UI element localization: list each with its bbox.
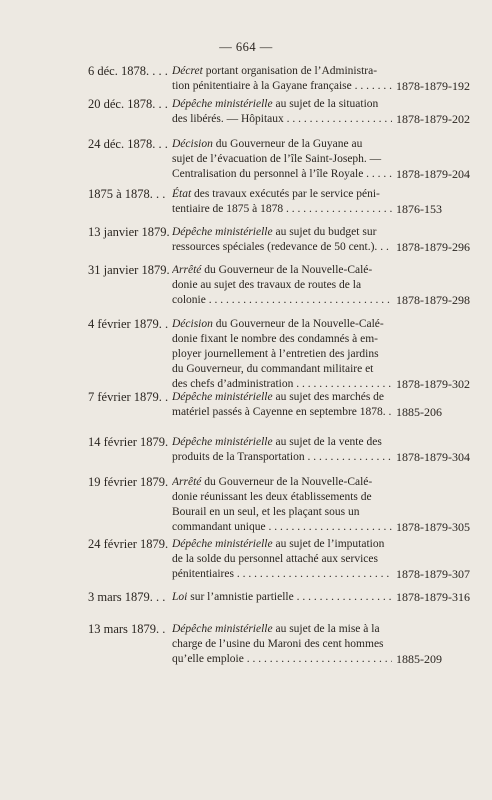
description-line: [172, 362, 392, 377]
description-text: donie au sujet des travaux de routes de la: [172, 279, 362, 291]
description-line: [172, 590, 392, 605]
description-line: [172, 405, 392, 420]
entry-reference: 1878-1879-305: [396, 520, 470, 534]
description-text: donie réunissant les deux établissements de: [172, 491, 372, 503]
description-line: [172, 622, 392, 637]
description-text: portant organisation de l’Administra-: [202, 65, 378, 77]
description-line: [172, 112, 392, 127]
document-type: État: [172, 188, 192, 200]
description-text: charge de l’usine du Maroni des cent hommes: [172, 638, 384, 650]
description-text: pénitentiaires: [172, 568, 234, 580]
description-text: au sujet de la vente des: [272, 436, 382, 448]
description-text: des travaux exécutés par le service péni-: [191, 188, 380, 200]
description-line: [172, 225, 392, 240]
description-text: donie fixant le nombre des condamnés à em-: [172, 333, 378, 345]
entry-description: [172, 475, 392, 535]
description-text: ressources spéciales (redevance de 50 cent.).: [172, 241, 378, 253]
entry-description: [172, 317, 392, 392]
description-text: tentiaire de 1875 à 1878: [172, 203, 284, 215]
description-line: [172, 390, 392, 405]
description-line: [172, 263, 392, 278]
entry-reference: 1878-1879-302: [396, 377, 470, 391]
entry-description: [172, 187, 392, 217]
description-text: tion pénitentiaire à la Gayane française: [172, 80, 352, 92]
description-text: du Gouverneur de la Nouvelle-Calé-: [201, 476, 373, 488]
entry-date: 4 février 1879. .: [88, 317, 169, 331]
description-line: [172, 79, 392, 94]
entry-description: [172, 263, 392, 308]
entry-description: [172, 64, 392, 94]
description-text: des libérés. — Hôpitaux: [172, 113, 284, 125]
entry-reference: 1878-1879-296: [396, 240, 470, 254]
entry-description: [172, 435, 392, 465]
description-text: ployer journellement à l’entretien des jardins: [172, 348, 379, 360]
entry-reference: 1878-1879-204: [396, 167, 470, 181]
description-line: [172, 637, 392, 652]
entry-reference: 1878-1879-316: [396, 590, 470, 604]
entry-date: 14 février 1879.: [88, 435, 169, 449]
document-type: Loi: [172, 591, 188, 603]
description-text: Bourail en un seul, et les plaçant sous un: [172, 506, 360, 518]
description-line: [172, 240, 392, 255]
entry-description: [172, 97, 392, 127]
document-type: Arrêté: [172, 264, 202, 276]
entry-reference: 1878-1879-192: [396, 79, 470, 93]
entry-reference: 1878-1879-307: [396, 567, 470, 581]
entry-date: 6 déc. 1878. . . .: [88, 64, 168, 78]
entry-description: [172, 590, 392, 605]
entry-date: 19 février 1879.: [88, 475, 169, 489]
entry-reference: 1878-1879-304: [396, 450, 470, 464]
entry-description: [172, 390, 392, 420]
description-text: qu’elle emploie: [172, 653, 244, 665]
description-line: [172, 475, 392, 490]
description-line: [172, 187, 392, 202]
description-line: [172, 293, 392, 308]
description-line: [172, 552, 392, 567]
entry-description: [172, 137, 392, 182]
description-line: [172, 347, 392, 362]
description-text: sur l’amnistie partielle: [187, 591, 294, 603]
document-type: Dépêche ministérielle: [172, 623, 273, 635]
description-text: au sujet des marchés de: [272, 391, 385, 403]
description-text: des chefs d’administration: [172, 378, 294, 390]
document-type: Dépêche ministérielle: [172, 436, 273, 448]
description-text: au sujet de la situation: [272, 98, 379, 110]
entry-date: 13 janvier 1879.: [88, 225, 170, 239]
description-line: [172, 278, 392, 293]
entry-reference: 1876-153: [396, 202, 442, 216]
description-line: [172, 317, 392, 332]
entry-date: 20 déc. 1878. . .: [88, 97, 168, 111]
description-line: [172, 152, 392, 167]
description-text: produits de la Transportation: [172, 451, 305, 463]
entry-date: 24 février 1879.: [88, 537, 169, 551]
description-line: [172, 537, 392, 552]
document-type: Décret: [172, 65, 203, 77]
entry-description: [172, 537, 392, 582]
description-text: au sujet du budget sur: [272, 226, 377, 238]
description-line: [172, 450, 392, 465]
description-text: matériel passés à Cayenne en septembre 1878.: [172, 406, 386, 418]
document-type: Dépêche ministérielle: [172, 98, 273, 110]
description-text: commandant unique: [172, 521, 266, 533]
description-text: au sujet de la mise à la: [272, 623, 380, 635]
entry-date: 13 mars 1879. .: [88, 622, 166, 636]
description-line: [172, 97, 392, 112]
entry-description: [172, 622, 392, 667]
document-type: Dépêche ministérielle: [172, 226, 273, 238]
description-line: [172, 567, 392, 582]
entry-date: 24 déc. 1878. . .: [88, 137, 168, 151]
entry-date: 3 mars 1879. . .: [88, 590, 166, 604]
description-line: [172, 505, 392, 520]
entry-reference: 1885-209: [396, 652, 442, 666]
description-text: sujet de l’évacuation de l’île Saint-Joseph. —: [172, 153, 382, 165]
entry-date: 1875 à 1878. . .: [88, 187, 166, 201]
description-text: du Gouverneur de la Nouvelle-Calé-: [201, 264, 373, 276]
page-number: — 664 —: [219, 40, 273, 54]
entry-reference: 1885-206: [396, 405, 442, 419]
description-text: du Gouverneur, du commandant militaire et: [172, 363, 374, 375]
description-text: du Gouverneur de la Nouvelle-Calé-: [212, 318, 384, 330]
entry-reference: 1878-1879-298: [396, 293, 470, 307]
document-type: Décision: [172, 138, 213, 150]
description-line: [172, 167, 392, 182]
description-line: [172, 490, 392, 505]
description-line: [172, 652, 392, 667]
entry-description: [172, 225, 392, 255]
description-text: Centralisation du personnel à l’île Royale: [172, 168, 364, 180]
description-text: colonie: [172, 294, 206, 306]
entry-date: 31 janvier 1879.: [88, 263, 170, 277]
description-text: de la solde du personnel attaché aux services: [172, 553, 378, 565]
description-line: [172, 202, 392, 217]
entry-date: 7 février 1879. .: [88, 390, 169, 404]
description-text: du Gouverneur de la Guyane au: [212, 138, 363, 150]
document-type: Dépêche ministérielle: [172, 391, 273, 403]
description-text: au sujet de l’imputation: [272, 538, 385, 550]
description-line: [172, 332, 392, 347]
document-type: Décision: [172, 318, 213, 330]
description-line: [172, 435, 392, 450]
description-line: [172, 137, 392, 152]
document-type: Dépêche ministérielle: [172, 538, 273, 550]
document-type: Arrêté: [172, 476, 202, 488]
description-line: [172, 520, 392, 535]
entry-reference: 1878-1879-202: [396, 112, 470, 126]
description-line: [172, 64, 392, 79]
